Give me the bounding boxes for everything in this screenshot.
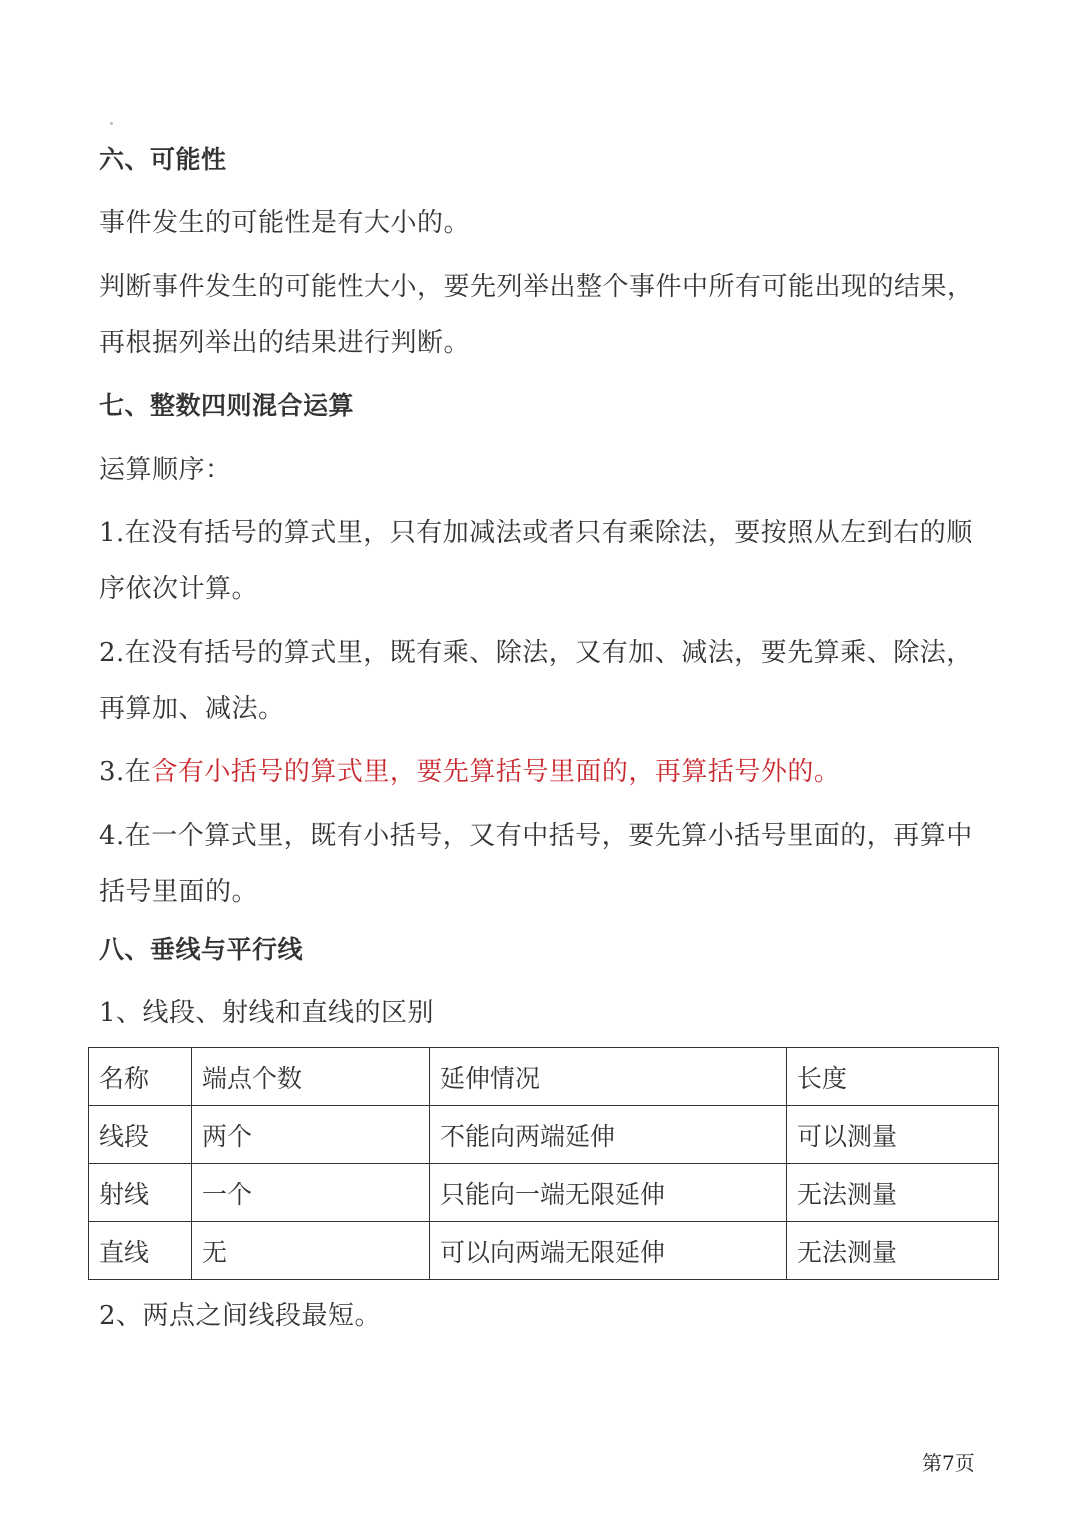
table-row [89,1222,999,1280]
rule-4-line-1: 4.在一个算式里，既有小括号，又有中括号，要先算小括号里面的，再算中 [99,821,973,851]
table-cell: 可以向两端无限延伸 [430,1222,787,1280]
table-row [89,1106,999,1164]
rule-2-line-2: 再算加、减法。 [99,694,285,724]
table-cell: 无法测量 [787,1164,999,1222]
scan-dot-mark [110,122,113,125]
table-cell: 一个 [192,1164,430,1222]
section-6-paragraph-1: 事件发生的可能性是有大小的。 [99,208,471,238]
table-header-cell: 长度 [787,1048,999,1106]
table-cell: 线段 [89,1106,192,1164]
section-7-heading: 七、整数四则混合运算 [99,391,355,420]
table-cell: 直线 [89,1222,192,1280]
table-cell: 无 [192,1222,430,1280]
section-8-heading: 八、垂线与平行线 [99,935,304,964]
table-cell: 只能向一端无限延伸 [430,1164,787,1222]
rule-3-highlight: 含有小括号的算式里，要先算括号里面的，再算括号外的。 [151,757,841,787]
table-cell: 可以测量 [787,1106,999,1164]
table-cell: 不能向两端延伸 [430,1106,787,1164]
table-cell: 射线 [89,1164,192,1222]
section-8-item-2: 2、两点之间线段最短。 [99,1301,382,1331]
section-8-item-1: 1、线段、射线和直线的区别 [99,998,435,1028]
page-number: 第7页 [922,1451,975,1475]
rule-1-line-1: 1.在没有括号的算式里，只有加减法或者只有乘除法，要按照从左到右的顺 [99,518,973,548]
section-7-intro: 运算顺序： [99,455,232,485]
table-cell: 无法测量 [787,1222,999,1280]
table-header-cell: 名称 [89,1048,192,1106]
table-cell: 两个 [192,1106,430,1164]
table-header-cell: 延伸情况 [430,1048,787,1106]
rule-4-line-2: 括号里面的。 [99,877,259,907]
section-6-paragraph-2-line-1: 判断事件发生的可能性大小，要先列举出整个事件中所有可能出现的结果， [99,272,974,302]
table-header-cell: 端点个数 [192,1048,430,1106]
line-comparison-table [88,1047,999,1280]
table-header-row [89,1048,999,1106]
rule-1-line-2: 序依次计算。 [99,574,259,604]
rule-3 [99,755,840,789]
rule-3-prefix: 3.在 [99,757,152,787]
rule-2-line-1: 2.在没有括号的算式里，既有乘、除法，又有加、减法，要先算乘、除法， [99,638,973,668]
section-6-paragraph-2-line-2: 再根据列举出的结果进行判断。 [99,328,471,358]
table-row [89,1164,999,1222]
section-6-heading: 六、可能性 [99,145,227,174]
